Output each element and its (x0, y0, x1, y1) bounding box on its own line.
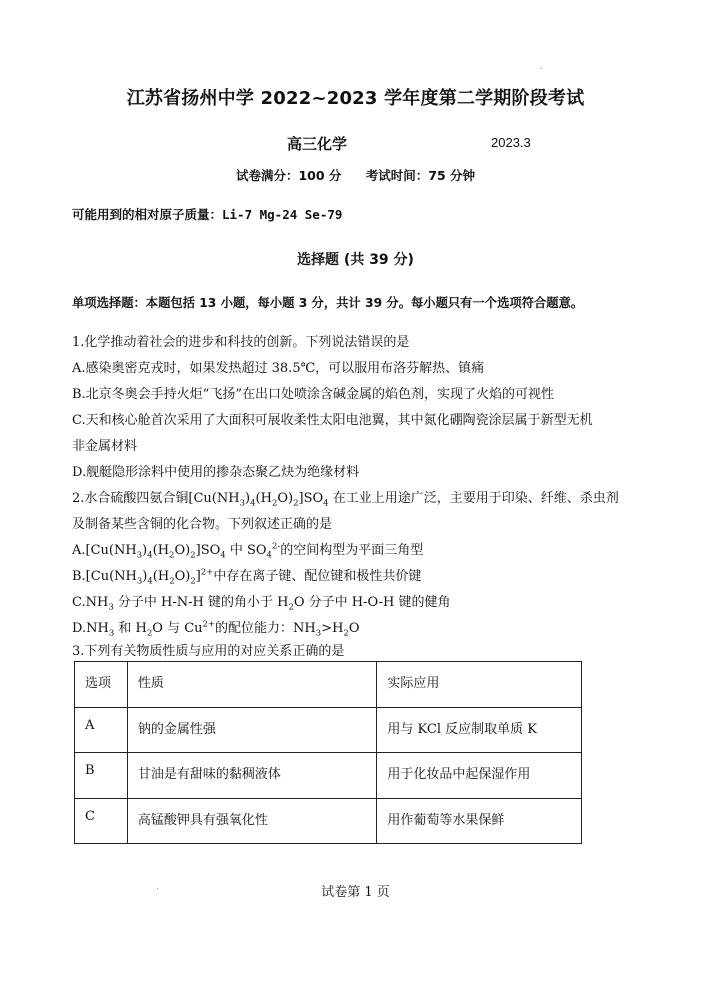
q1-option-c-cont: 非金属材料 (72, 439, 138, 454)
exam-date: 2023.3 (491, 135, 531, 150)
section-title: 选择题 (共 39 分) (297, 252, 414, 268)
scan-dot (541, 68, 542, 69)
row-application: 用与 KCl 反应制取单质 K (377, 708, 582, 753)
row-option: A (75, 708, 128, 753)
header-application: 实际应用 (377, 662, 582, 708)
q1-option-c: C.天和核心舱首次采用了大面积可展收柔性太阳电池翼，其中氮化硼陶瓷涂层属于新型无机 (72, 413, 593, 428)
section-instruction: 单项选择题：本题包括 13 小题，每小题 3 分，共计 39 分。每小题只有一个选项符合题意。 (72, 296, 584, 310)
table-row (75, 753, 582, 799)
q2-stem: 2.水合硫酸四氨合铜$[Cu(NH_3)_4(H_2O)_2]SO_4$ 在工业上用途广泛，主要用于印染、纤维、杀虫剂 (72, 491, 619, 509)
q2-option-a: $A.[Cu(NH_3)_4(H_2O)_2]SO_4$ 中 $SO_4^{2-}$的空间构型为平面三角型 (72, 541, 424, 561)
q3-table (74, 661, 582, 844)
row-option: C (75, 799, 128, 844)
table-row (75, 708, 582, 753)
row-application: 用于化妆品中起保湿作用 (377, 753, 582, 799)
q1-option-a: A.感染奥密克戎时，如果发热超过 38.5℃，可以服用布洛芬解热、镇痛 (72, 361, 485, 376)
exam-info (0, 166, 711, 184)
row-property: 甘油是有甜味的黏稠液体 (127, 753, 376, 799)
time-limit: 考试时间：75 分钟 (365, 168, 476, 183)
q1-stem: 1.化学推动着社会的进步和科技的创新。下列说法错误的是 (72, 335, 410, 350)
table-row (75, 799, 582, 844)
row-property: 钠的金属性强 (127, 708, 376, 753)
page-footer: 试卷第 1 页 (321, 885, 390, 900)
q2-option-c: $C.NH_3$ 分子中 H-N-H 键的角小于 $H_2O$ 分子中 H-O-H 键的健角 (72, 595, 451, 613)
table-header-row (75, 662, 582, 708)
exam-title: 江苏省扬州中学 2022~2023 学年度第二学期阶段考试 (126, 88, 585, 109)
row-property: 高锰酸钾具有强氧化性 (127, 799, 376, 844)
header-property: 性质 (127, 662, 376, 708)
subject-title: 高三化学 (287, 135, 348, 153)
full-score: 试卷满分：100 分 (235, 168, 342, 183)
q2-stem-cont: 及制备某些含铜的化合物。下列叙述正确的是 (72, 517, 333, 532)
header-option: 选项 (75, 662, 128, 708)
atomic-mass-line: 可能用到的相对原子质量：Li-7 Mg-24 Se-79 (72, 207, 343, 222)
row-option: B (75, 753, 128, 799)
row-application: 用作葡萄等水果保鲜 (377, 799, 582, 844)
q3-stem: 3.下列有关物质性质与应用的对应关系正确的是 (72, 644, 345, 659)
q2-option-d: $D.NH_3$ 和 $H_2O$ 与 $Cu^{2+}$的配位能力：$NH_3>H_2O$ (72, 619, 360, 639)
scan-dot (157, 888, 158, 889)
q2-option-b: $B.[Cu(NH_3)_4(H_2O)_2]^{2+}$中存在离子键、配位键和极性共价键 (72, 567, 422, 587)
q1-option-b: B.北京冬奥会手持火炬“飞扬”在出口处喷涂含碱金属的焰色剂，实现了火焰的可视性 (72, 387, 554, 402)
q1-option-d: D.舰艇隐形涂料中使用的掺杂态聚乙炔为绝缘材料 (72, 465, 360, 480)
